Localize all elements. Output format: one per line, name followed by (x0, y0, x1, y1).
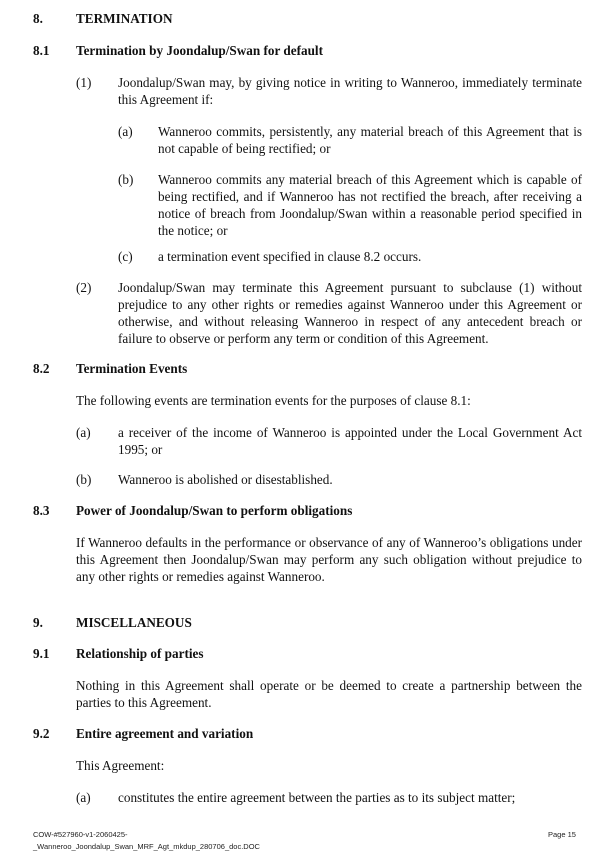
event-a-text: a receiver of the income of Wanneroo is appointed under the Local Government Act 1995; or (118, 425, 582, 457)
clause-9-2-intro: This Agreement: (76, 758, 165, 773)
subclause-2-text: Joondalup/Swan may terminate this Agreement pursuant to subclause (1) without prejudice to any other rights or remedies against Wanneroo under this Agreement or otherwise, and without releasing Wanneroo in respect of any antecedent breach or failure to observe or perform any term or condition of this Agreement. (118, 280, 582, 346)
clause-8-2-title: Termination Events (76, 361, 188, 376)
para-b-label: (b) (118, 172, 134, 187)
para-c-label: (c) (118, 249, 133, 264)
event-b-text: Wanneroo is abolished or disestablished. (118, 472, 333, 487)
clause-8-1-number: 8.1 (33, 43, 50, 58)
clause-9-2-a-label: (a) (76, 790, 91, 805)
section-8-title: TERMINATION (76, 11, 173, 26)
clause-8-2-number: 8.2 (33, 361, 50, 376)
subclause-1-label: (1) (76, 75, 92, 90)
para-a-text: Wanneroo commits, persistently, any material breach of this Agreement that is not capable of being rectified; or (158, 124, 582, 156)
event-a-label: (a) (76, 425, 91, 440)
footer-doc-ref-line-1: COW-#527960-v1-2060425- (33, 830, 128, 839)
event-b-label: (b) (76, 472, 92, 487)
subclause-2-label: (2) (76, 280, 92, 295)
clause-9-1-number: 9.1 (33, 646, 50, 661)
subclause-1-text: Joondalup/Swan may, by giving notice in writing to Wanneroo, immediately terminate this Agreement if: (118, 75, 582, 107)
section-8-number: 8. (33, 11, 43, 26)
clause-9-1-text: Nothing in this Agreement shall operate or be deemed to create a partnership between the parties to this Agreement. (76, 678, 582, 710)
clause-8-3-number: 8.3 (33, 503, 50, 518)
footer-page-number: Page 15 (548, 830, 576, 839)
footer-doc-ref-line-2: _Wanneroo_Joondalup_Swan_MRF_Agt_mkdup_280706_doc.DOC (33, 842, 260, 851)
para-c-text: a termination event specified in clause 8.2 occurs. (158, 249, 422, 264)
clause-8-3-title: Power of Joondalup/Swan to perform obligations (76, 503, 353, 518)
clause-8-3-text: If Wanneroo defaults in the performance or observance of any of Wanneroo’s obligations under this Agreement then Joondalup/Swan may perform any such obligation without prejudice to any other rights or remedies against Wanneroo. (76, 535, 582, 584)
clause-9-2-a-text: constitutes the entire agreement between the parties as to its subject matter; (118, 790, 516, 805)
para-b-text: Wanneroo commits any material breach of this Agreement which is capable of being rectified, and if Wanneroo has not rectified the breach, after receiving a notice of breach from Joondalup/Swan within a reasonable period specified in the notice; or (158, 172, 582, 238)
section-9-number: 9. (33, 615, 43, 630)
section-9-title: MISCELLANEOUS (76, 615, 192, 630)
clause-9-2-number: 9.2 (33, 726, 50, 741)
clause-8-1-title: Termination by Joondalup/Swan for default (76, 43, 323, 58)
clause-8-2-intro: The following events are termination events for the purposes of clause 8.1: (76, 393, 471, 408)
clause-9-1-title: Relationship of parties (76, 646, 204, 661)
para-a-label: (a) (118, 124, 133, 139)
clause-9-2-title: Entire agreement and variation (76, 726, 254, 741)
